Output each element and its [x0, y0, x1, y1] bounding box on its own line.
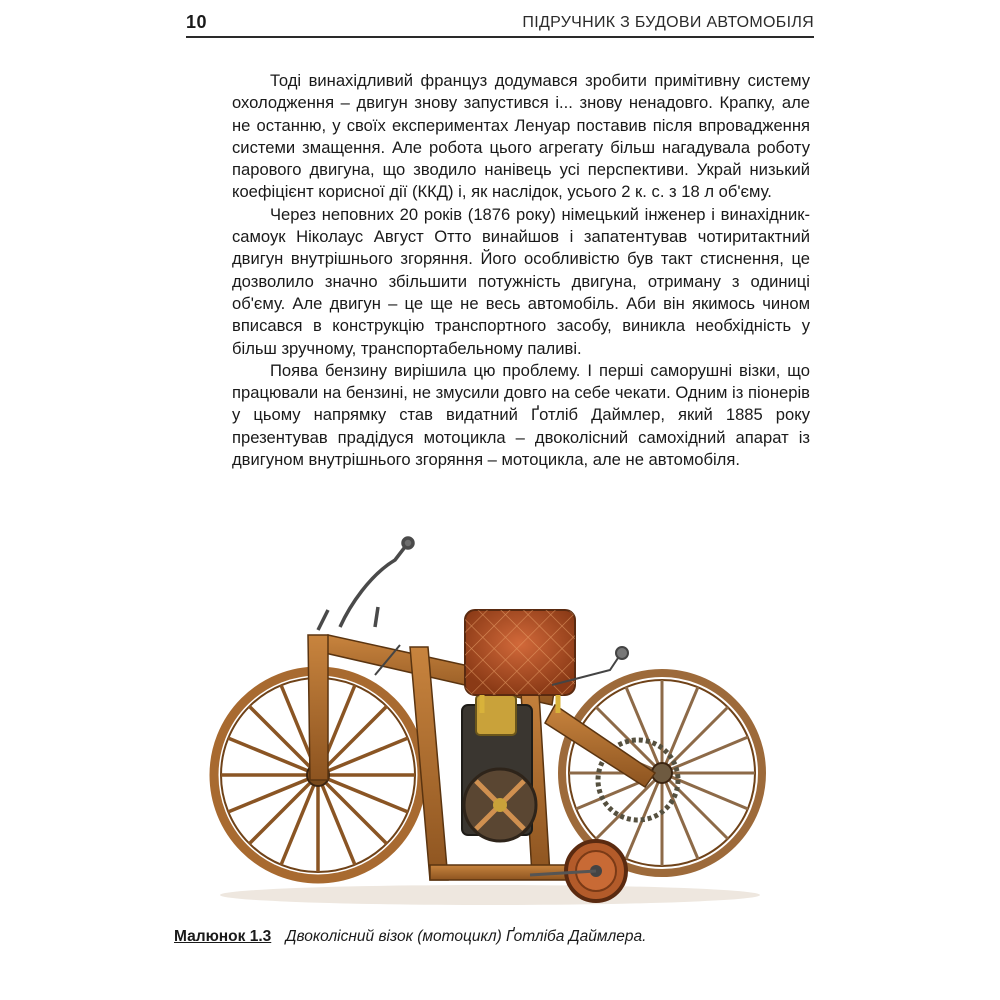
daimler-motorcycle-illustration — [200, 535, 780, 915]
page-number: 10 — [186, 12, 208, 32]
engine — [462, 695, 536, 841]
caption-label: Малюнок 1.3 — [174, 928, 272, 945]
running-title: ПІДРУЧНИК З БУДОВИ АВТОМОБІЛЯ — [522, 14, 814, 31]
paragraph: Поява бензину вирішила цю проблему. І перші саморушні візки, що працювали на бензині, не змусили довго на себе чекати. Одним із піонерів у цьому напрямку став видатний Ґотліб Даймлер, який 1885 року презентував прадідуся мотоцикла – двоколісний самохідний апарат із двигуном внутрішнього згоряння – мотоцикла, але не автомобіля. — [232, 360, 810, 470]
handlebar — [318, 538, 413, 630]
body-text — [232, 70, 810, 471]
paragraph: Тоді винахідливий француз додумався зробити примітивну систему охолодження – двигун знову запустився і... знову ненадовго. Крапку, але не останню, у своїх експериментах Ленуар поставив після впровадження системи змащення. Але робота цього агрегату більш нагадувала роботу парового двигуна, що зводило нанівець усі перспективи. Украй низький коефіцієнт корисної дії (ККД) і, як наслідок, усього 2 к. с. з 18 л об'єму. — [232, 71, 810, 202]
page-header — [186, 8, 814, 38]
paragraph: Через неповних 20 років (1876 року) німецький інженер і винахідник-самоук Ніколаус Август Отто винайшов і запатентував чотиритактний двигун внутрішнього згоряння. Його особливістю був такт стиснення, це дозволило значно збільшити потужність двигуна, отриману з одиниці об'єму. Але двигун – це ще не весь автомобіль. Аби він якимось чином вписався в конструкцію транспортного засобу, виникла необхідність у більш зручному, транспортабельному паливі. — [232, 204, 810, 358]
daimler-motorcycle-figure — [200, 535, 780, 915]
caption-text: Двоколісний візок (мотоцикл) Ґотліба Даймлера. — [285, 928, 647, 945]
figure-caption — [174, 928, 814, 946]
